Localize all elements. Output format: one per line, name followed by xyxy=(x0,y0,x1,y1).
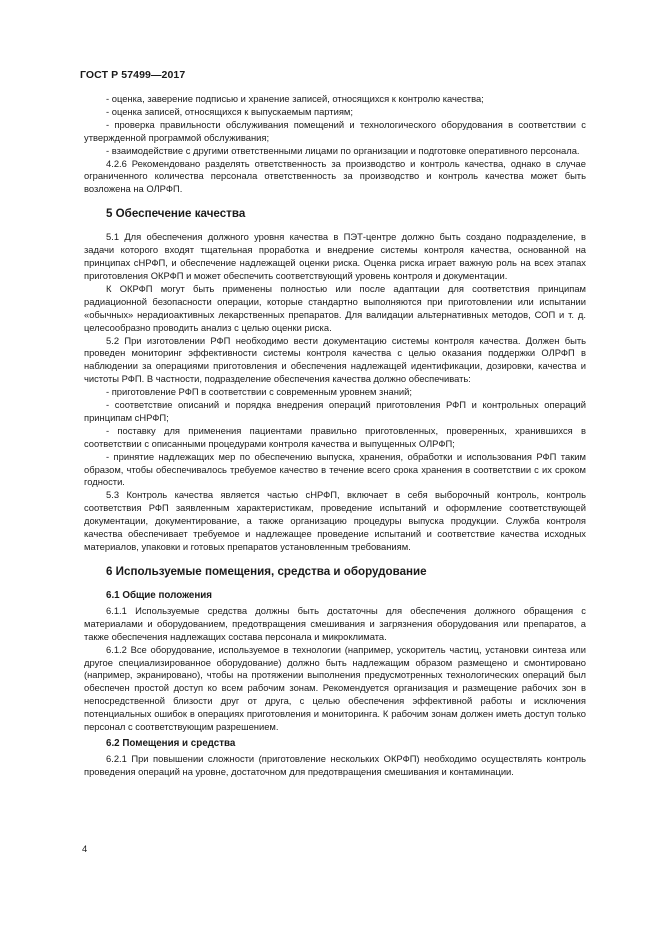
clause-6-1-1: 6.1.1 Используемые средства должны быть достаточны для обеспечения должного обращения с материалами и оборудованием, предотвращения смешивания и загрязнения оборудования или препаратов, а также обеспечения надлежащих состава персонала и микроклимата. xyxy=(84,604,586,642)
clause-5-1-continued: К ОКРФП могут быть применены полностью или после адаптации для соответствия принципам радиационной безопасности операции, которые стандартно выполняются при приготовлении или испытании «обычных» нерадиоактивных лекарственных препаратов. Для валидации альтернативных методов, СОП и т. д. целесообразно проводить анализ с целью оценки риска. xyxy=(84,282,586,333)
clause-6-2-1: 6.2.1 При повышении сложности (приготовление нескольких ОКРФП) необходимо осуществлять контроль проведения операций на уровне, достаточном для предотвращения смешивания и контаминации. xyxy=(84,752,586,777)
document-header: ГОСТ Р 57499—2017 xyxy=(80,69,186,81)
subsection-6-2-heading: 6.2 Помещения и средства xyxy=(106,737,236,749)
bullet-personnel-interaction: - взаимодействие с другими ответственными лицами по организации и подготовке оперативного персонала. xyxy=(106,144,580,156)
bullet-compliance: - соответствие описаний и порядка внедрения операций приготовления РФП и контрольных операций принципам сНРФП; xyxy=(84,399,586,423)
clause-5-2: 5.2 При изготовлении РФП необходимо вести документацию системы контроля качества. Должен быть проведен мониторинг эффективности системы контроля качества с целью оказания поддержки ОЛРФП в наблюдении за операциями приготовления и обеспечения надлежащей идентификации, дозировки, качества и чистоты РФП. В частности, подразделение обеспечения качества должно обеспечивать: xyxy=(84,334,586,385)
document-body xyxy=(84,93,586,779)
bullet-batch-records: - оценка записей, относящихся к выпускаемым партиям; xyxy=(106,105,353,117)
clause-6-1-2: 6.1.2 Все оборудование, используемое в технологии (например, ускоритель частиц, установки синтеза или другое специализированное оборудование) должно быть надлежащим образом размещено и смонтировано (например, экранировано), чтобы на протяжении выполнения предусмотренных технологических операций был обеспечен простой доступ ко всем рабочим зонам. Рекомендуется организация и размещение рабочих зон в непосредственной близости друг от друга, с целью обеспечения эффективной работы и исключения потенциальных ошибок в операциях приготовления и мониторинга. К рабочим зонам должен иметь доступ только персонал с соответствующим разрешением. xyxy=(84,643,586,733)
bullet-supply: - поставку для применения пациентами правильно приготовленных, проверенных, хранившихся в соответствии с описанными процедурами контроля качества и выпущенных ОЛРФП; xyxy=(84,424,586,449)
clause-5-1: 5.1 Для обеспечения должного уровня качества в ПЭТ-центре должно быть создано подразделение, в задачи которого входят тщательная проработка и внедрение системы контроля качества, основанной на принципах сНРФП, и обеспечение надлежащей оценки риска. Оценка риска играет важную роль на всех этапах приготовления ОКРФП и может обеспечить соответствующий уровень контроля и документации. xyxy=(84,231,586,281)
page-number: 4 xyxy=(82,843,88,854)
clause-5-3: 5.3 Контроль качества является частью сНРФП, включает в себя выборочный контроль, контроль соответствия РФП заявленным характеристикам, проведение испытаний и оформление соответствующей документации, документирование, а также организацию процедуры выпуска продукции. Служба контроля качества обеспечивает требуемое и надлежащее проведение испытаний и соответствие качества исходных материалов, упаковки и готовых препаратов установленным требованиям. xyxy=(84,489,586,552)
bullet-measures: - принятие надлежащих мер по обеспечению выпуска, хранения, обработки и использования РФП таким образом, чтобы обеспечивалось требуемое качество в течение всего срока хранения в соответствии с их сроком годности. xyxy=(84,450,586,488)
bullet-maintenance-check: - проверка правильности обслуживания помещений и технологического оборудования в соответствии с утвержденной программой обслуживания; xyxy=(84,118,586,143)
section-6-heading: 6 Используемые помещения, средства и оборудование xyxy=(106,564,427,578)
section-5-heading: 5 Обеспечение качества xyxy=(106,207,246,221)
clause-4-2-6: 4.2.6 Рекомендовано разделять ответственность за производство и контроль качества, однако в случае ограниченного количества персонала ответственность за производство и контроль качества может быть возложена на ОЛРФП. xyxy=(84,157,586,195)
subsection-6-1-heading: 6.1 Общие положения xyxy=(106,589,213,601)
bullet-record-assessment: - оценка, заверение подписью и хранение записей, относящихся к контролю качества; xyxy=(106,93,484,104)
bullet-preparation: - приготовление РФП в соответствии с современным уровнем знаний; xyxy=(106,386,412,398)
